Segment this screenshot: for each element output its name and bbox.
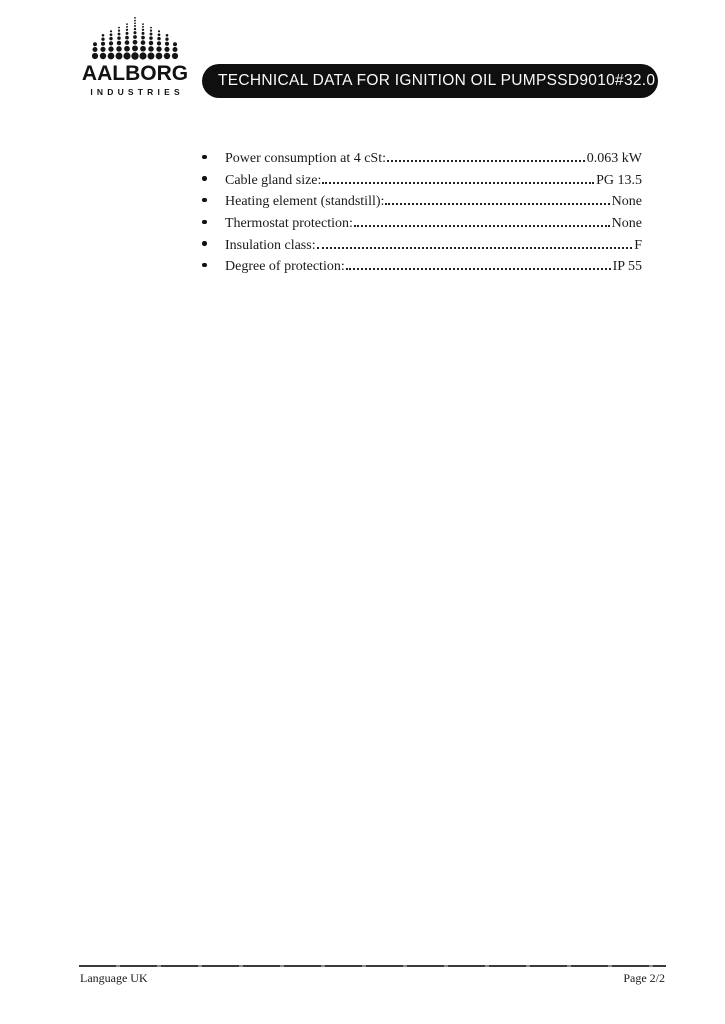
document-title: TECHNICAL DATA FOR IGNITION OIL PUMPS: [218, 72, 558, 89]
dot-leader: [322, 182, 594, 184]
bullet-icon: [202, 191, 225, 213]
spec-row: [202, 170, 642, 192]
spec-row: [202, 256, 642, 278]
dot-leader: [346, 268, 611, 270]
logo-company-name: AALBORG: [81, 62, 189, 85]
document-code: SD9010#32.0: [557, 72, 656, 89]
spec-value: None: [611, 216, 642, 232]
spec-label: Degree of protection:: [225, 259, 345, 275]
bullet-icon: [202, 213, 225, 235]
spec-value: IP 55: [612, 259, 642, 275]
bullet-icon: [202, 148, 225, 170]
spec-label: Power consumption at 4 cSt:: [225, 151, 386, 166]
spec-label: Cable gland size:: [225, 172, 322, 188]
bullet-icon: [202, 235, 225, 257]
spec-list: [202, 148, 642, 278]
spec-label: Heating element (standstill):: [225, 194, 385, 210]
spec-row: [202, 235, 642, 257]
spec-row: [202, 213, 642, 235]
aalborg-logo: [79, 13, 191, 97]
spec-row: [202, 148, 642, 170]
spec-value: 0.063 kW: [586, 151, 642, 166]
aalborg-crown-dots-icon: [91, 13, 179, 61]
dot-leader: [317, 247, 633, 249]
spec-value: PG 13.5: [596, 172, 642, 188]
bullet-icon: [202, 256, 225, 278]
dot-leader: [385, 203, 609, 205]
spec-value: F: [634, 237, 642, 253]
spec-label: Insulation class:: [225, 237, 316, 253]
dot-leader: [387, 160, 585, 162]
footer-rule: [79, 965, 666, 967]
footer-language: Language UK: [80, 971, 148, 985]
spec-label: Thermostat protection:: [225, 216, 353, 232]
title-bar: [202, 64, 658, 98]
dot-leader: [354, 225, 610, 227]
logo-company-subtitle: INDUSTRIES: [90, 87, 184, 97]
footer-page-number: Page 2/2: [623, 971, 665, 985]
spec-row: [202, 191, 642, 213]
bullet-icon: [202, 170, 225, 192]
spec-value: None: [611, 194, 642, 210]
